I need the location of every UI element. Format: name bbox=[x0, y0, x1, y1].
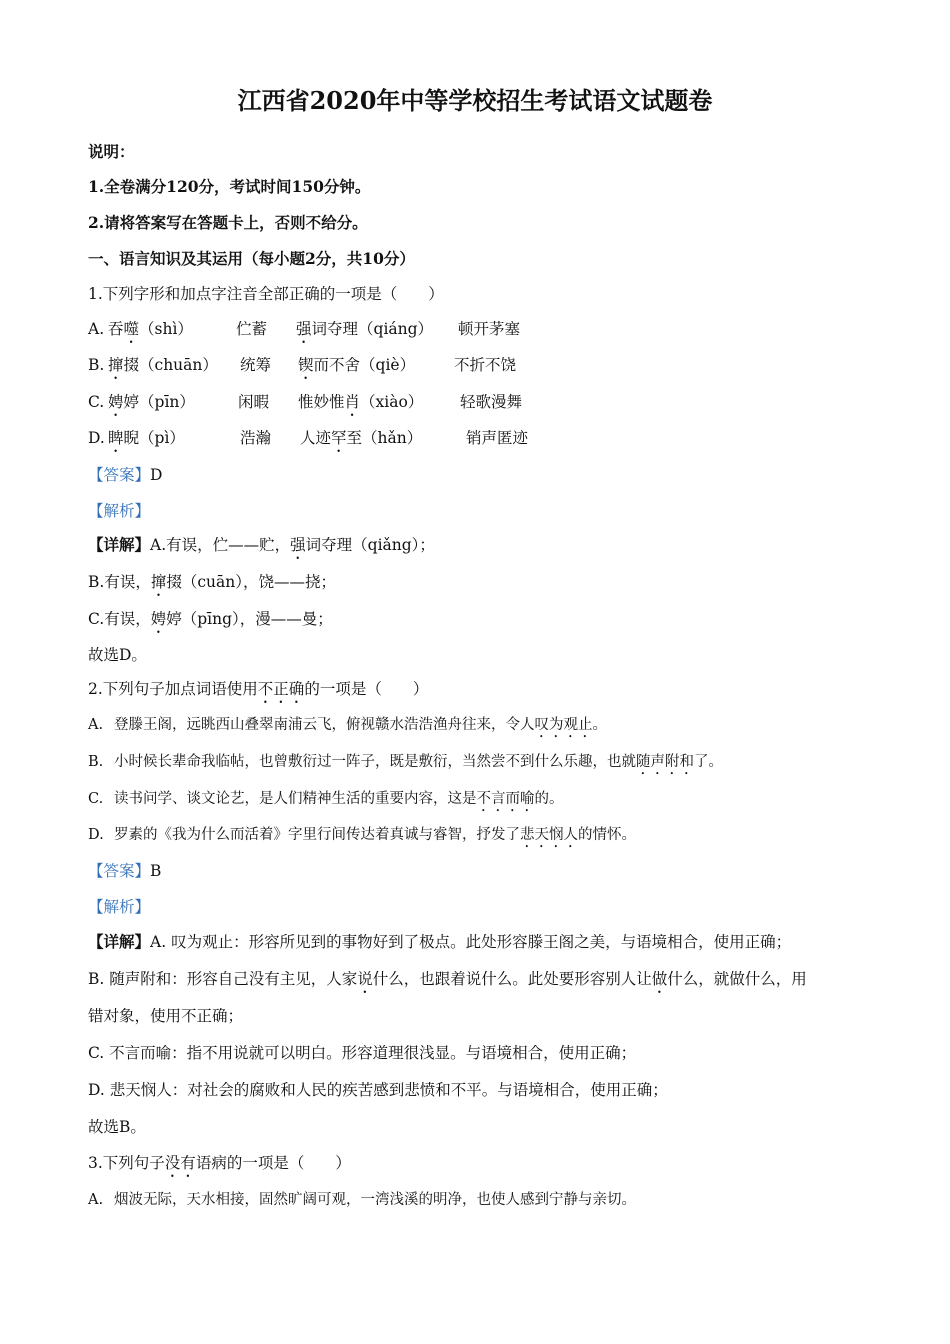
dotted-char: 罕 bbox=[331, 429, 347, 447]
dotted-word: 悲天悯人 bbox=[520, 827, 578, 843]
q2-option-a: A. 登滕王阁，远眺西山叠翠南浦云飞，俯视赣水浩浩渔舟往来，令人叹为观止。 bbox=[88, 717, 607, 733]
q1-detail-b: B.有误，撺掇（cuān），饶——挠； bbox=[88, 573, 336, 591]
section-heading: 一、语言知识及其运用（每小题2分，共10分） bbox=[88, 249, 415, 268]
dotted-char: 强 bbox=[296, 320, 312, 338]
dotted-char: 强 bbox=[290, 536, 306, 554]
dotted-char: 做 bbox=[651, 970, 668, 988]
dotted-char: 噬 bbox=[123, 320, 140, 338]
q1-answer bbox=[88, 464, 162, 486]
dotted-char: 撺 bbox=[108, 356, 124, 374]
dotted-word: 不正确 bbox=[257, 680, 305, 698]
dotted-char: 娉 bbox=[108, 393, 124, 411]
q1-option-d: D. 睥睨（pì） 浩瀚 人迹罕至（hǎn） 销声匿迹 bbox=[88, 429, 529, 447]
q1-conclusion: 故选D。 bbox=[88, 646, 147, 664]
q2-detail-c: C. 不言而喻：指不用说就可以明白。形容道理很浅显。与语境相合，使用正确； bbox=[88, 1044, 637, 1062]
instructions-heading: 说明： bbox=[88, 142, 135, 161]
page-title: 江西省2020年中等学校招生考试语文试题卷 bbox=[237, 86, 713, 115]
dotted-char: 肖 bbox=[344, 393, 361, 411]
question-3-stem: 3.下列句子没有语病的一项是（ ） bbox=[88, 1154, 351, 1172]
answer-value: D bbox=[150, 466, 163, 484]
q1-detail-c: C.有误，娉婷（pīng），漫——曼； bbox=[88, 610, 333, 628]
q2-detail-b-cont: 错对象，使用不正确； bbox=[88, 1007, 244, 1025]
q2-conclusion: 故选B。 bbox=[88, 1118, 146, 1136]
question-1-stem: 1.下列字形和加点字注音全部正确的一项是（ ） bbox=[88, 285, 444, 303]
q2-option-d: D. 罗素的《我为什么而活着》字里行间传达着真诚与睿智，抒发了悲天悯人的情怀。 bbox=[88, 827, 636, 843]
q1-option-c: C. 娉婷（pīn） 闲暇 惟妙惟肖（xiào） 轻歌漫舞 bbox=[88, 393, 523, 411]
q2-answer bbox=[88, 860, 161, 882]
dotted-char: 撺 bbox=[150, 573, 167, 591]
dotted-char: 娉 bbox=[150, 610, 167, 628]
q2-detail-b: B. 随声附和：形容自己没有主见，人家说什么，也跟着说什么。此处要形容别人让做什么，就做什么，用 bbox=[88, 970, 807, 988]
q3-option-a: A. 烟波无际，天水相接，固然旷阔可观，一湾浅溪的明净，也使人感到宁静与亲切。 bbox=[88, 1192, 636, 1208]
answer-label: 【答案】 bbox=[88, 466, 151, 484]
dotted-char: 睥 bbox=[108, 429, 124, 447]
answer-label: 【答案】 bbox=[88, 862, 151, 880]
q1-detail-a: 【详解】A.有误，伫——贮，强词夺理（qiǎng）； bbox=[88, 535, 435, 554]
q1-analysis-label: 【解析】 bbox=[88, 502, 151, 520]
dotted-word: 随声附和 bbox=[636, 754, 694, 770]
instruction-item-2: 2.请将答案写在答题卡上，否则不给分。 bbox=[88, 213, 368, 232]
q1-option-a: A. 吞噬（shì） 伫蓄 强词夺理（qiáng） 顿开茅塞 bbox=[88, 320, 521, 338]
dotted-char: 说 bbox=[357, 970, 373, 988]
instruction-item-1: 1.全卷满分120分，考试时间150分钟。 bbox=[88, 177, 371, 196]
q2-detail-d: D. 悲天悯人：对社会的腐败和人民的疾苦感到悲愤和不平。与语境相合，使用正确； bbox=[88, 1081, 668, 1099]
q2-option-b: B. 小时候长辈命我临帖，也曾敷衍过一阵子，既是敷衍，当然尝不到什么乐趣，也就随声附和了。 bbox=[88, 754, 723, 770]
question-2-stem: 2.下列句子加点词语使用不正确的一项是（ ） bbox=[88, 680, 429, 698]
dotted-word: 没有 bbox=[164, 1154, 196, 1172]
q2-detail-a: 【详解】A. 叹为观止：形容所见到的事物好到了极点。此处形容滕王阁之美，与语境相合，使用正确； bbox=[88, 932, 792, 951]
dotted-char: 锲 bbox=[298, 356, 314, 374]
dotted-word: 叹为观止 bbox=[534, 717, 593, 733]
answer-value: B bbox=[150, 862, 162, 880]
q2-analysis-label: 【解析】 bbox=[88, 898, 151, 916]
dotted-word: 不言而喻 bbox=[476, 791, 535, 807]
q1-option-b: B. 撺掇（chuān） 统筹 锲而不舍（qiè） 不折不饶 bbox=[88, 356, 517, 374]
q2-option-c: C. 读书问学、谈文论艺，是人们精神生活的重要内容，这是不言而喻的。 bbox=[88, 791, 564, 807]
